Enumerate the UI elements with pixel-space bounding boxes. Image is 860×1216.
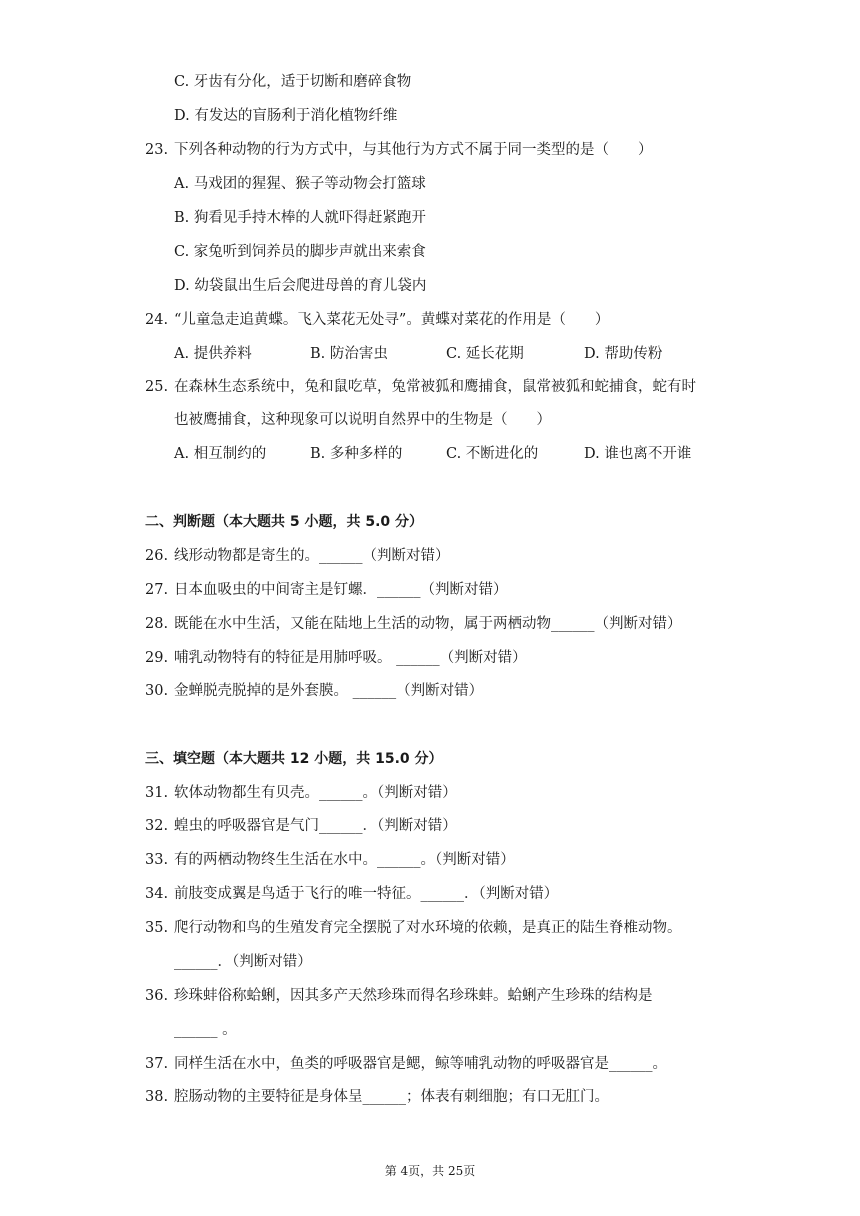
q25-stem-line1: 在森林生态系统中，兔和鼠吃草，兔常被狐和鹰捕食，鼠常被狐和蛇捕食，蛇有时 bbox=[174, 379, 696, 395]
q23-option-a: A. 马戏团的猩猩、猴子等动物会打篮球 bbox=[174, 176, 426, 192]
section-judge-heading: 二、判断题（本大题共 5 小题，共 5.0 分） bbox=[145, 514, 424, 530]
q22-option-c: C. 牙齿有分化，适于切断和磨碎食物 bbox=[174, 74, 412, 90]
q23-option-c: C. 家兔听到饲养员的脚步声就出来索食 bbox=[174, 244, 426, 260]
q24-stem: “儿童急走追黄蝶。飞入菜花无处寻”。黄蝶对菜花的作用是（ ） bbox=[174, 312, 610, 328]
q30-text: 金蝉脱壳脱掉的是外套膜。 ______（判断对错） bbox=[174, 683, 484, 699]
q23-option-d: D. 幼袋鼠出生后会爬进母兽的育儿袋内 bbox=[174, 278, 427, 294]
q32-text: 蝗虫的呼吸器官是气门______．（判断对错） bbox=[174, 818, 457, 834]
q37-number: 37. bbox=[145, 1056, 169, 1072]
q30-number: 30. bbox=[145, 683, 169, 699]
q26-text: 线形动物都是寄生的。______（判断对错） bbox=[174, 548, 450, 564]
q31-text: 软体动物都生有贝壳。______。（判断对错） bbox=[174, 785, 457, 801]
q37-text: 同样生活在水中，鱼类的呼吸器官是鳃，鲸等哺乳动物的呼吸器官是______。 bbox=[174, 1056, 667, 1072]
q23-option-b: B. 狗看见手持木棒的人就吓得赶紧跑开 bbox=[174, 210, 426, 226]
q28-number: 28. bbox=[145, 616, 169, 632]
q28-text: 既能在水中生活，又能在陆地上生活的动物，属于两栖动物______（判断对错） bbox=[174, 616, 682, 632]
q32-number: 32. bbox=[145, 818, 169, 834]
q35-line2: ______．（判断对错） bbox=[174, 954, 312, 970]
q35-line1: 爬行动物和鸟的生殖发育完全摆脱了对水环境的依赖，是真正的陆生脊椎动物。 bbox=[174, 920, 682, 936]
q31-number: 31. bbox=[145, 785, 169, 801]
q26-number: 26. bbox=[145, 548, 169, 564]
q22-option-d: D. 有发达的盲肠利于消化植物纤维 bbox=[174, 108, 398, 124]
q27-number: 27. bbox=[145, 582, 169, 598]
q36-line1: 珍珠蚌俗称蛤蜊，因其多产天然珍珠而得名珍珠蚌。蛤蜊产生珍珠的结构是 bbox=[174, 988, 653, 1004]
q23-number: 23. bbox=[145, 142, 169, 158]
q29-text: 哺乳动物特有的特征是用肺呼吸。 ______（判断对错） bbox=[174, 650, 527, 666]
q36-number: 36. bbox=[145, 988, 169, 1004]
q34-text: 前肢变成翼是鸟适于飞行的唯一特征。______．（判断对错） bbox=[174, 886, 559, 902]
q29-number: 29. bbox=[145, 650, 169, 666]
q24-number: 24. bbox=[145, 312, 169, 328]
page-footer: 第 4页，共 25页 bbox=[384, 1164, 476, 1178]
q33-text: 有的两栖动物终生生活在水中。______。（判断对错） bbox=[174, 852, 515, 868]
section-fill-heading: 三、填空题（本大题共 12 小题，共 15.0 分） bbox=[145, 751, 443, 767]
q38-number: 38. bbox=[145, 1089, 169, 1105]
q38-text: 腔肠动物的主要特征是身体呈______；体表有刺细胞；有口无肛门。 bbox=[174, 1089, 609, 1105]
q36-line2: ______ 。 bbox=[174, 1022, 237, 1038]
q23-stem: 下列各种动物的行为方式中，与其他行为方式不属于同一类型的是（ ） bbox=[174, 142, 653, 158]
q25-option-b: B. 多种多样的 bbox=[310, 446, 403, 462]
q25-number: 25. bbox=[145, 379, 169, 395]
q24-option-b: B. 防治害虫 bbox=[310, 346, 388, 362]
q25-option-a: A. 相互制约的 bbox=[174, 446, 267, 462]
q25-option-c: C. 不断进化的 bbox=[446, 446, 539, 462]
q24-option-a: A. 提供养料 bbox=[174, 346, 252, 362]
q33-number: 33. bbox=[145, 852, 169, 868]
q25-option-d: D. 谁也离不开谁 bbox=[584, 446, 692, 462]
q25-stem-line2: 也被鹰捕食，这种现象可以说明自然界中的生物是（ ） bbox=[174, 412, 551, 428]
q24-option-d: D. 帮助传粉 bbox=[584, 346, 663, 362]
q27-text: 日本血吸虫的中间寄主是钉螺．______（判断对错） bbox=[174, 582, 508, 598]
q24-option-c: C. 延长花期 bbox=[446, 346, 524, 362]
q34-number: 34. bbox=[145, 886, 169, 902]
q35-number: 35. bbox=[145, 920, 169, 936]
